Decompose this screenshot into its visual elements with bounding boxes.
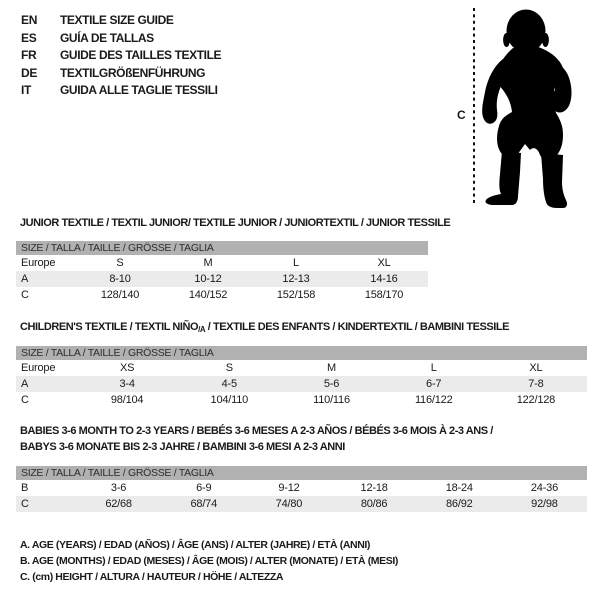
value-cell: 140/152 [188,289,228,301]
value-cell: 110/116 [313,394,350,406]
value-cell: 6-9 [196,482,212,494]
babies-section-title-line1: BABIES 3-6 MONTH TO 2-3 YEARS / BEBÉS 3-6 MESES A 2-3 AÑOS / BÉBÉS 3-6 MOIS À 2-3 ANS / [20,425,493,437]
size-header-bar: SIZE / TALLA / TAILLE / GRÖSSE / TAGLIA [16,241,428,255]
value-cell: 18-24 [445,482,473,494]
table-row [16,480,587,496]
value-cell: 128/140 [100,289,140,301]
table-row [16,287,428,303]
baby-toddler-silhouette [482,10,571,209]
children-title-text: / TEXTILE DES ENFANTS / KINDERTEXTIL / BAMBINI TESSILE [205,321,510,333]
value-cell: 158/170 [364,289,404,301]
language-row-en [21,12,221,30]
value-cell: XL [377,257,391,269]
language-label: TEXTILGRÖßENFÜHRUNG [60,65,206,80]
language-label: GUÍA DE TALLAS [60,30,154,45]
row-label-cell: Europe [21,362,56,374]
value-cell: M [327,362,336,374]
size-header-bar: SIZE / TALLA / TAILLE / GRÖSSE / TAGLIA [16,346,587,360]
babies-size-table [16,466,587,512]
value-cell: 3-6 [110,482,127,494]
language-code: EN [21,13,38,27]
language-label: GUIDA ALLE TAGLIE TESSILI [60,83,218,97]
value-cell: 68/74 [190,498,218,510]
value-cell: 122/128 [516,394,556,406]
language-code: IT [21,83,32,97]
footnote-b: B. AGE (MONTHS) / EDAD (MESES) / ÂGE (MOIS) / ALTER (MONATE) / ETÀ (MESI) [20,555,398,567]
value-cell: 5-6 [323,378,340,390]
value-cell: 62/68 [105,498,132,510]
value-cell: 152/158 [276,289,316,301]
table-row [16,255,428,271]
value-cell: 9-12 [278,482,300,494]
value-cell: M [203,257,213,269]
row-label-cell: A [21,378,29,390]
table-row [16,271,428,287]
value-cell: 8-10 [109,273,131,285]
footnote-a: A. AGE (YEARS) / EDAD (AÑOS) / ÂGE (ANS) / ALTER (JAHRE) / ETÀ (ANNI) [20,539,371,551]
value-cell: L [430,362,437,374]
value-cell: L [293,257,299,269]
table-row [16,496,587,512]
baby-toddler-silhouette-icon [450,4,595,209]
row-label-cell: C [21,498,29,510]
value-cell: S [116,257,124,269]
value-cell: 12-18 [360,482,388,494]
language-list [21,12,221,100]
value-cell: 104/110 [210,394,249,406]
row-label-cell: B [21,482,29,494]
value-cell: 74/80 [275,498,303,510]
footnotes [20,537,398,585]
language-code: ES [21,30,37,45]
value-cell: 116/122 [414,394,453,406]
row-label-cell: C [21,289,29,301]
size-header-bar: SIZE / TALLA / TAILLE / GRÖSSE / TAGLIA [16,466,587,480]
value-cell: 10-12 [194,273,222,285]
value-cell: 14-16 [370,273,398,285]
babies-section-title-line2: BABYS 3-6 MONATE BIS 2-3 JAHRE / BAMBINI 3-6 MESI A 2-3 ANNI [20,441,345,453]
children-size-table [16,346,587,408]
language-row-de [21,65,221,83]
language-code: DE [21,65,38,80]
language-row-it [21,82,221,100]
footnote-c: C. (cm) HEIGHT / ALTURA / HAUTEUR / HÖHE / ALTEZZA [20,571,284,583]
height-measure-label: C [457,108,466,122]
language-row-fr [21,47,221,65]
value-cell: 7-8 [528,378,544,390]
value-cell: XL [529,362,543,374]
junior-size-table [16,241,428,303]
row-label-cell: A [21,273,29,285]
value-cell: 98/104 [110,394,144,406]
babies-table-rows [16,480,587,512]
language-code: FR [21,48,37,62]
table-row [16,376,587,392]
value-cell: 12-13 [282,273,310,285]
children-table-rows [16,360,587,408]
value-cell: 3-4 [119,378,135,390]
row-label-cell: Europe [21,257,56,269]
table-row [16,360,587,376]
junior-table-rows [16,255,428,303]
row-label-cell: C [21,394,29,406]
value-cell: 4-5 [221,378,237,390]
value-cell: S [225,362,233,374]
value-cell: 86/92 [446,498,473,510]
table-row [16,392,587,408]
children-title-text: CHILDREN'S TEXTILE / TEXTIL NIÑO [20,321,199,333]
value-cell: 80/86 [360,498,388,510]
language-row-es [21,30,221,48]
height-figure [450,4,595,209]
language-label: TEXTILE SIZE GUIDE [60,13,174,27]
value-cell: 6-7 [426,378,442,390]
children-title-subscript: /A [198,325,206,334]
value-cell: XS [119,362,135,374]
value-cell: 24-36 [530,482,559,494]
children-section-title [20,321,509,334]
value-cell: 92/98 [531,498,558,510]
language-label: GUIDE DES TAILLES TEXTILE [60,48,222,62]
junior-section-title: JUNIOR TEXTILE / TEXTIL JUNIOR/ TEXTILE JUNIOR / JUNIORTEXTIL / JUNIOR TESSILE [20,217,451,229]
